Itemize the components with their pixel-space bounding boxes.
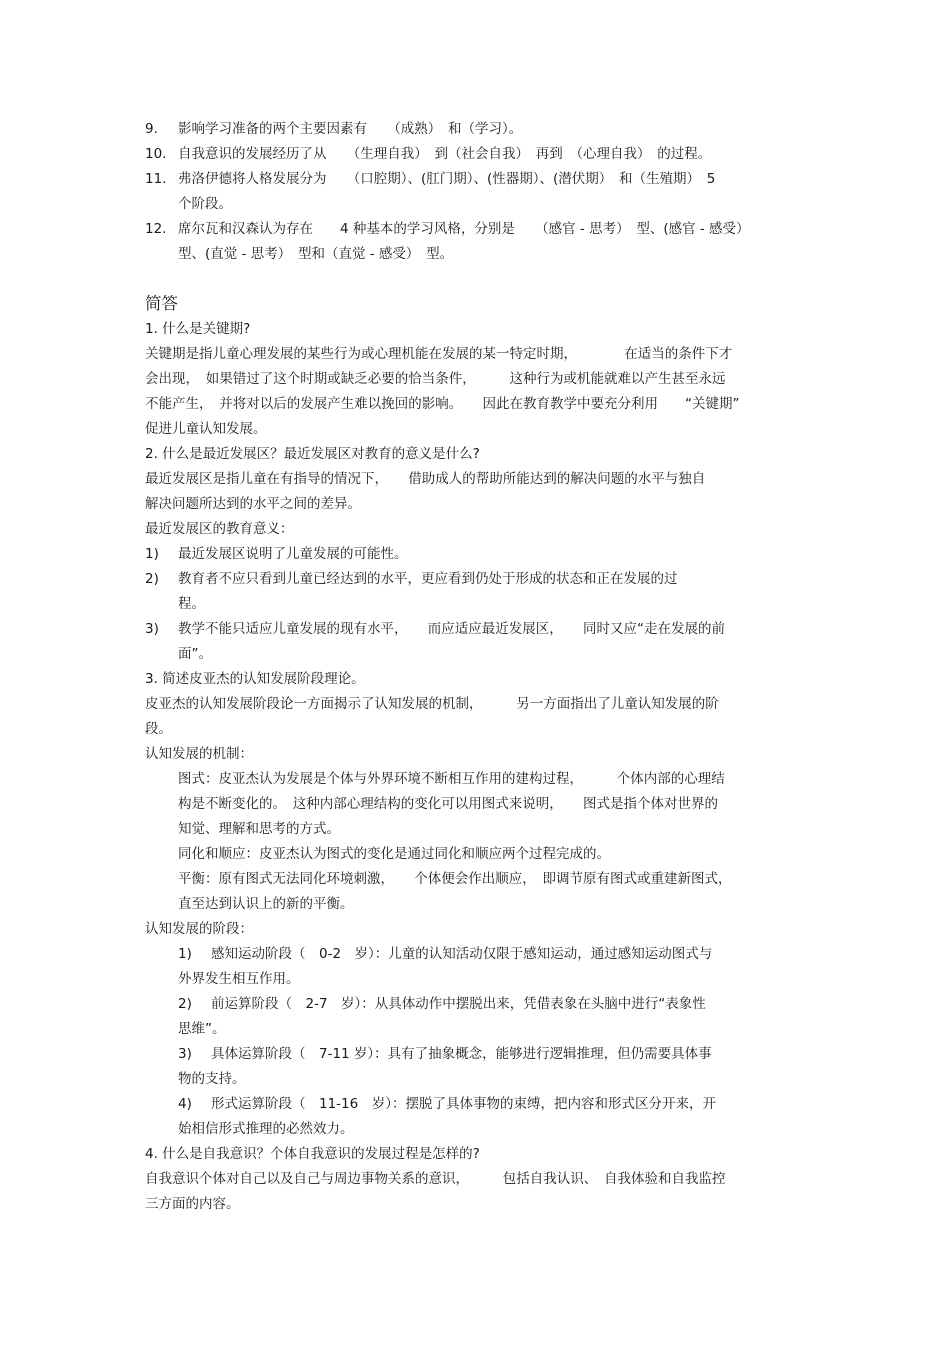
stage-line: 感知运动阶段（ 0-2 岁）：儿童的认知活动仅限于感知运动，通过感知运动图式与 bbox=[211, 946, 713, 962]
fill-blank-item-10: 自我意识的发展经历了从 （生理自我） 到（社会自我） 再到 （心理自我） 的过程。 bbox=[178, 146, 712, 162]
answer-line: 会出现， 如果错过了这个时期或缺乏必要的恰当条件， 这种行为或机能就难以产生甚至永远 bbox=[145, 371, 726, 387]
stage-line: 始相信形式推理的必然效力。 bbox=[178, 1121, 354, 1137]
answer-line: 三方面的内容。 bbox=[145, 1196, 240, 1212]
mechanism-line: 知觉、理解和思考的方式。 bbox=[178, 821, 340, 837]
question-title: 4. 什么是自我意识？个体自我意识的发展过程是怎样的? bbox=[145, 1146, 480, 1162]
stage-line: 外界发生相互作用。 bbox=[178, 971, 300, 987]
answer-line: 皮亚杰的认知发展阶段论一方面揭示了认知发展的机制， 另一方面指出了儿童认知发展的阶 bbox=[145, 696, 719, 712]
point-number: 1) bbox=[145, 546, 159, 562]
point-line: 程。 bbox=[178, 596, 205, 612]
mechanism-line: 同化和顺应：皮亚杰认为图式的变化是通过同化和顺应两个过程完成的。 bbox=[178, 846, 610, 862]
stage-number: 2) bbox=[178, 996, 192, 1012]
mechanism-line: 图式：皮亚杰认为发展是个体与外界环境不断相互作用的建构过程， 个体内部的心理结 bbox=[178, 771, 725, 787]
section-title: 简答 bbox=[145, 294, 178, 313]
question-title: 1. 什么是关键期? bbox=[145, 321, 251, 337]
point-line: 教育者不应只看到儿童已经达到的水平，更应看到仍处于形成的状态和正在发展的过 bbox=[178, 571, 678, 587]
answer-line: 自我意识个体对自己以及自己与周边事物关系的意识， 包括自我认识、 自我体验和自我监控 bbox=[145, 1171, 726, 1187]
answer-line: 解决问题所达到的水平之间的差异。 bbox=[145, 496, 361, 512]
mechanism-line: 平衡：原有图式无法同化环境刺激， 个体便会作出顺应， 即调节原有图式或重建新图式， bbox=[178, 871, 732, 887]
stage-line: 思维”。 bbox=[178, 1021, 226, 1037]
point-line: 最近发展区说明了儿童发展的可能性。 bbox=[178, 546, 408, 562]
item-number: 11. bbox=[145, 171, 167, 187]
subsection-title: 最近发展区的教育意义： bbox=[145, 521, 294, 537]
item-number: 10. bbox=[145, 146, 167, 162]
answer-line: 段。 bbox=[145, 721, 172, 737]
stage-line: 物的支持。 bbox=[178, 1071, 246, 1087]
item-number: 9. bbox=[145, 121, 158, 137]
stage-number: 1) bbox=[178, 946, 192, 962]
question-title: 3. 简述皮亚杰的认知发展阶段理论。 bbox=[145, 671, 365, 687]
stage-number: 3) bbox=[178, 1046, 192, 1062]
fill-blank-item-11: 弗洛伊德将人格发展分为 （口腔期）、(肛门期）、(性器期）、(潜伏期） 和（生殖期） 5 bbox=[178, 171, 716, 187]
stage-number: 4) bbox=[178, 1096, 192, 1112]
subsection-title: 认知发展的阶段： bbox=[145, 921, 253, 937]
fill-blank-item-9: 影响学习准备的两个主要因素有 （成熟） 和（学习）。 bbox=[178, 121, 523, 137]
point-number: 2) bbox=[145, 571, 159, 587]
point-line: 面”。 bbox=[178, 646, 212, 662]
point-number: 3) bbox=[145, 621, 159, 637]
fill-blank-item-12-cont: 型、(直觉 - 思考） 型和（直觉 - 感受） 型。 bbox=[178, 246, 454, 262]
answer-line: 最近发展区是指儿童在有指导的情况下， 借助成人的帮助所能达到的解决问题的水平与独自 bbox=[145, 471, 706, 487]
item-number: 12. bbox=[145, 221, 167, 237]
fill-blank-item-11-cont: 个阶段。 bbox=[178, 196, 232, 212]
question-title: 2. 什么是最近发展区？最近发展区对教育的意义是什么? bbox=[145, 446, 480, 462]
point-line: 教学不能只适应儿童发展的现有水平， 而应适应最近发展区， 同时又应“走在发展的前 bbox=[178, 621, 725, 637]
answer-line: 关键期是指儿童心理发展的某些行为或心理机能在发展的某一特定时期， 在适当的条件下才 bbox=[145, 346, 733, 362]
answer-line: 不能产生， 并将对以后的发展产生难以挽回的影响。 因此在教育教学中要充分利用 “关键期” bbox=[145, 396, 740, 412]
subsection-title: 认知发展的机制： bbox=[145, 746, 253, 762]
stage-line: 形式运算阶段（ 11-16 岁）：摆脱了具体事物的束缚，把内容和形式区分开来，开 bbox=[211, 1096, 716, 1112]
mechanism-line: 直至达到认识上的新的平衡。 bbox=[178, 896, 354, 912]
answer-line: 促进儿童认知发展。 bbox=[145, 421, 267, 437]
stage-line: 前运算阶段（ 2-7 岁）：从具体动作中摆脱出来，凭借表象在头脑中进行“表象性 bbox=[211, 996, 706, 1012]
fill-blank-item-12: 席尔瓦和汉森认为存在 4 种基本的学习风格，分别是 （感官 - 思考） 型、(感官 - 感受） bbox=[178, 221, 750, 237]
stage-line: 具体运算阶段（ 7-11 岁）：具有了抽象概念，能够进行逻辑推理，但仍需要具体事 bbox=[211, 1046, 712, 1062]
mechanism-line: 构是不断变化的。 这种内部心理结构的变化可以用图式来说明， 图式是指个体对世界的 bbox=[178, 796, 718, 812]
